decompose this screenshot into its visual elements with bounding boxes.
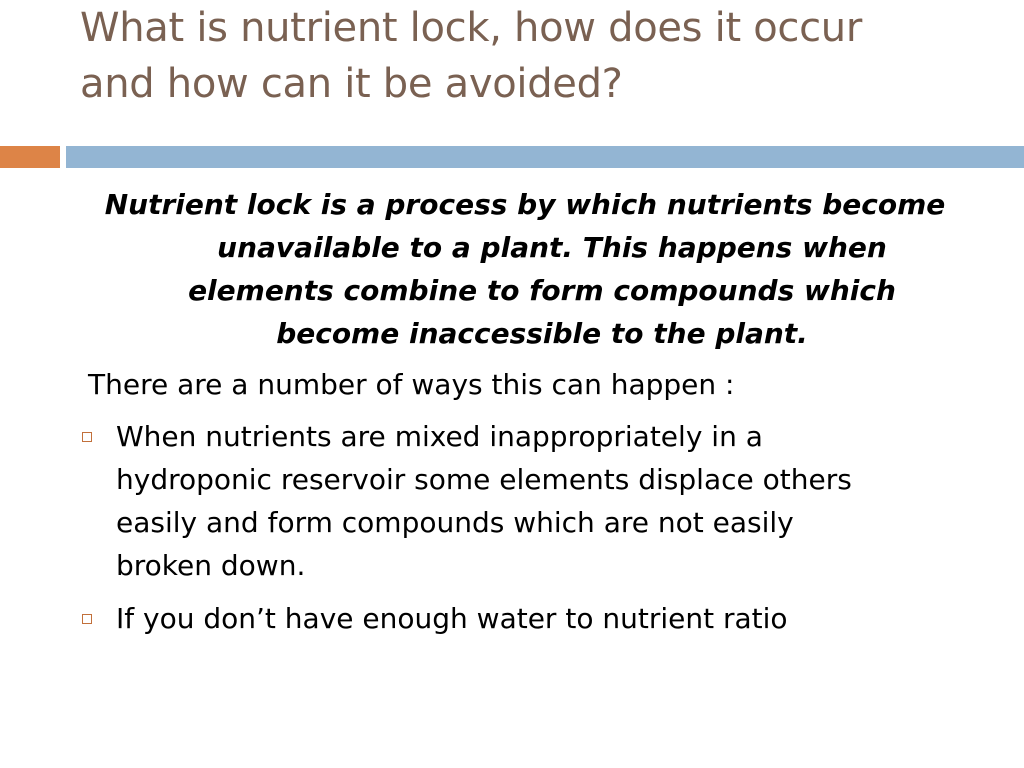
bullet-line: If you don’t have enough water to nutrient ratio <box>116 602 788 635</box>
bullet-item <box>0 415 1024 587</box>
bullet-text <box>116 415 1024 587</box>
bullet-text <box>116 597 1024 640</box>
bullet-line: easily and form compounds which are not easily <box>116 506 794 539</box>
square-bullet-icon <box>82 614 92 624</box>
lead-sentence: There are a number of ways this can happen : <box>88 368 735 401</box>
bullet-item <box>0 597 1024 640</box>
intro-line: become inaccessible to the plant. <box>276 317 808 350</box>
intro-paragraph <box>0 183 1024 355</box>
slide-title-line: and how can it be avoided? <box>80 61 623 107</box>
square-bullet-icon <box>82 432 92 442</box>
bullet-line: When nutrients are mixed inappropriately in a <box>116 420 763 453</box>
accent-bar-orange <box>0 146 60 168</box>
slide-title <box>80 0 980 112</box>
slide-title-line: What is nutrient lock, how does it occur <box>80 5 863 51</box>
intro-line: Nutrient lock is a process by which nutrients become <box>104 188 946 221</box>
slide-body <box>0 183 1024 635</box>
bullet-list <box>0 415 1024 650</box>
accent-bar-blue <box>66 146 1024 168</box>
intro-line: elements combine to form compounds which <box>188 274 896 307</box>
bullet-line: hydroponic reservoir some elements displace others <box>116 463 852 496</box>
bullet-line: broken down. <box>116 549 306 582</box>
intro-line: unavailable to a plant. This happens when <box>217 231 887 264</box>
